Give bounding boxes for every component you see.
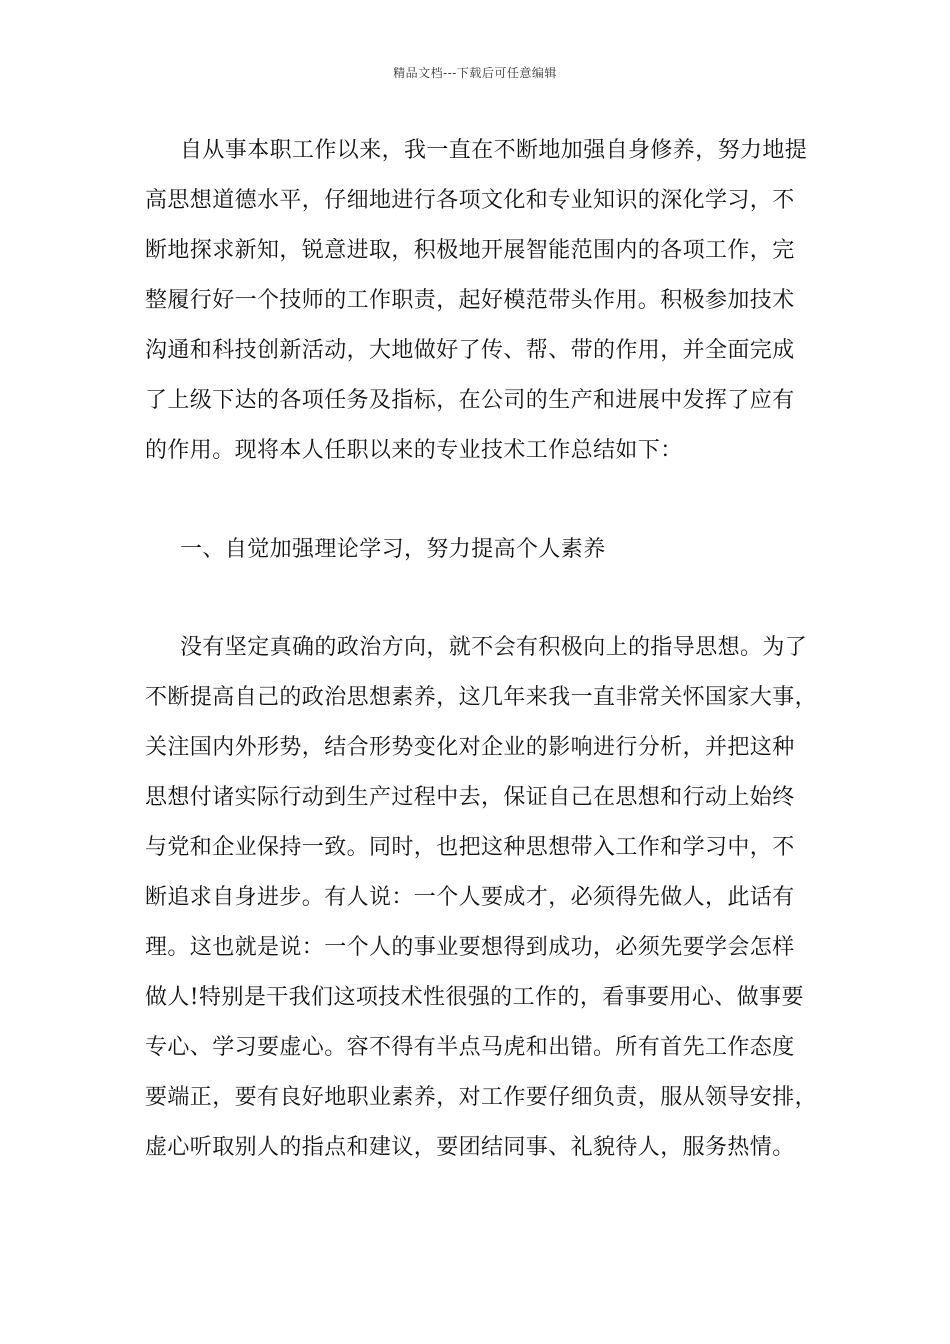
paragraph-line: 沟通和科技创新活动，大地做好了传、帮、带的作用，并全面完成 (145, 338, 795, 363)
paragraph-line: 不断提高自己的政治思想素养，这几年来我一直非常关怀国家大事， (145, 685, 818, 710)
paragraph-line: 理。这也就是说：一个人的事业要想得到成功，必须先要学会怎样 (145, 935, 795, 960)
paragraph-line: 没有坚定真确的政治方向，就不会有积极向上的指导思想。为了 (180, 635, 808, 660)
paragraph-line: 虚心听取别人的指点和建议，要团结同事、礼貌待人，服务热情。 (145, 1135, 795, 1160)
paragraph-line: 的作用。现将本人任职以来的专业技术工作总结如下： (145, 438, 683, 463)
paragraph-line: 专心、学习要虚心。容不得有半点马虎和出错。所有首先工作态度 (145, 1035, 795, 1060)
page-header: 精品文档---下载后可任意编辑 (393, 66, 557, 80)
paragraph-line: 与党和企业保持一致。同时，也把这种思想带入工作和学习中，不 (145, 835, 795, 860)
paragraph-line: 整履行好一个技师的工作职责，起好模范带头作用。积极参加技术 (145, 288, 795, 313)
section-heading: 一、自觉加强理论学习，努力提高个人素养 (180, 537, 606, 562)
paragraph-line: 断地探求新知，锐意进取，积极地开展智能范围内的各项工作，完 (145, 238, 795, 263)
paragraph-line: 高思想道德水平，仔细地进行各项文化和专业知识的深化学习，不 (145, 188, 795, 213)
paragraph-line: 思想付诸实际行动到生产过程中去，保证自己在思想和行动上始终 (145, 785, 795, 810)
paragraph-line: 了上级下达的各项任务及指标，在公司的生产和进展中发挥了应有 (145, 388, 795, 413)
paragraph-line: 断追求自身进步。有人说：一个人要成才，必须得先做人，此话有 (145, 885, 795, 910)
paragraph-line: 要端正，要有良好地职业素养，对工作要仔细负责，服从领导安排， (145, 1085, 818, 1110)
paragraph-line: 自从事本职工作以来，我一直在不断地加强自身修养，努力地提 (180, 138, 808, 163)
paragraph-line: 做人!特别是干我们这项技术性很强的工作的，看事要用心、做事要 (145, 985, 804, 1010)
paragraph-line: 关注国内外形势，结合形势变化对企业的影响进行分析，并把这种 (145, 735, 795, 760)
